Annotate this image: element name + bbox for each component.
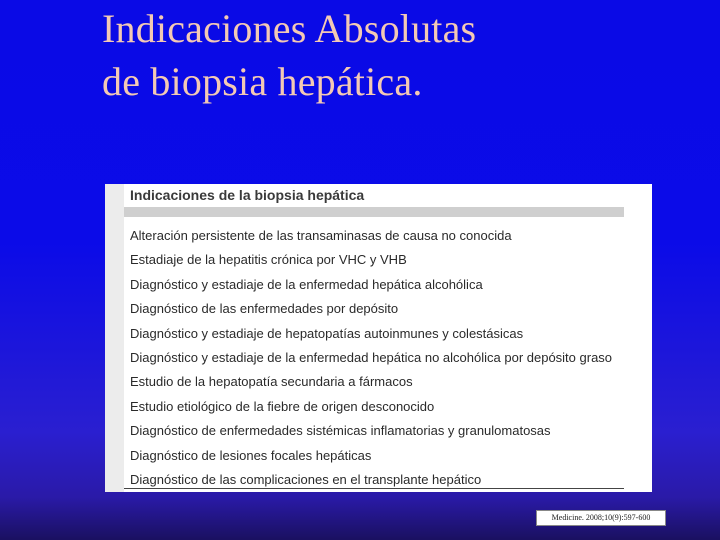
- list-item: Diagnóstico de lesiones focales hepáticas: [130, 447, 372, 463]
- slide-title-line-2: de biopsia hepática.: [102, 59, 423, 104]
- citation-label: Medicine. 2008;10(9):597-600: [536, 510, 666, 526]
- list-item: Diagnóstico de enfermedades sistémicas inflamatorias y granulomatosas: [130, 423, 551, 439]
- list-item: Diagnóstico y estadiaje de la enfermedad hepática alcohólica: [130, 276, 483, 292]
- slide-title: [102, 2, 476, 108]
- list-item: Diagnóstico y estadiaje de hepatopatías autoinmunes y colestásicas: [130, 325, 524, 341]
- list-item: Estudio de la hepatopatía secundaria a fármacos: [130, 374, 413, 390]
- indications-list: [130, 224, 612, 492]
- table-bottom-rule: [124, 488, 624, 489]
- list-item: Estudio etiológico de la fiebre de origen desconocido: [130, 398, 435, 414]
- table-heading: Indicaciones de la biopsia hepática: [130, 187, 365, 203]
- slide-title-line-1: Indicaciones Absolutas: [102, 6, 477, 51]
- indications-table-image: [105, 184, 652, 492]
- list-item: Diagnóstico de las enfermedades por depósito: [130, 301, 399, 317]
- heading-divider-bar: [124, 207, 624, 217]
- list-item: Diagnóstico y estadiaje de la enfermedad hepática no alcohólica por depósito graso: [130, 349, 613, 365]
- list-item: Diagnóstico de las complicaciones en el transplante hepático: [130, 471, 482, 487]
- list-item: Alteración persistente de las transaminasas de causa no conocida: [130, 228, 512, 243]
- panel-left-margin: [105, 184, 124, 492]
- list-item: Estadiaje de la hepatitis crónica por VHC y VHB: [130, 252, 407, 268]
